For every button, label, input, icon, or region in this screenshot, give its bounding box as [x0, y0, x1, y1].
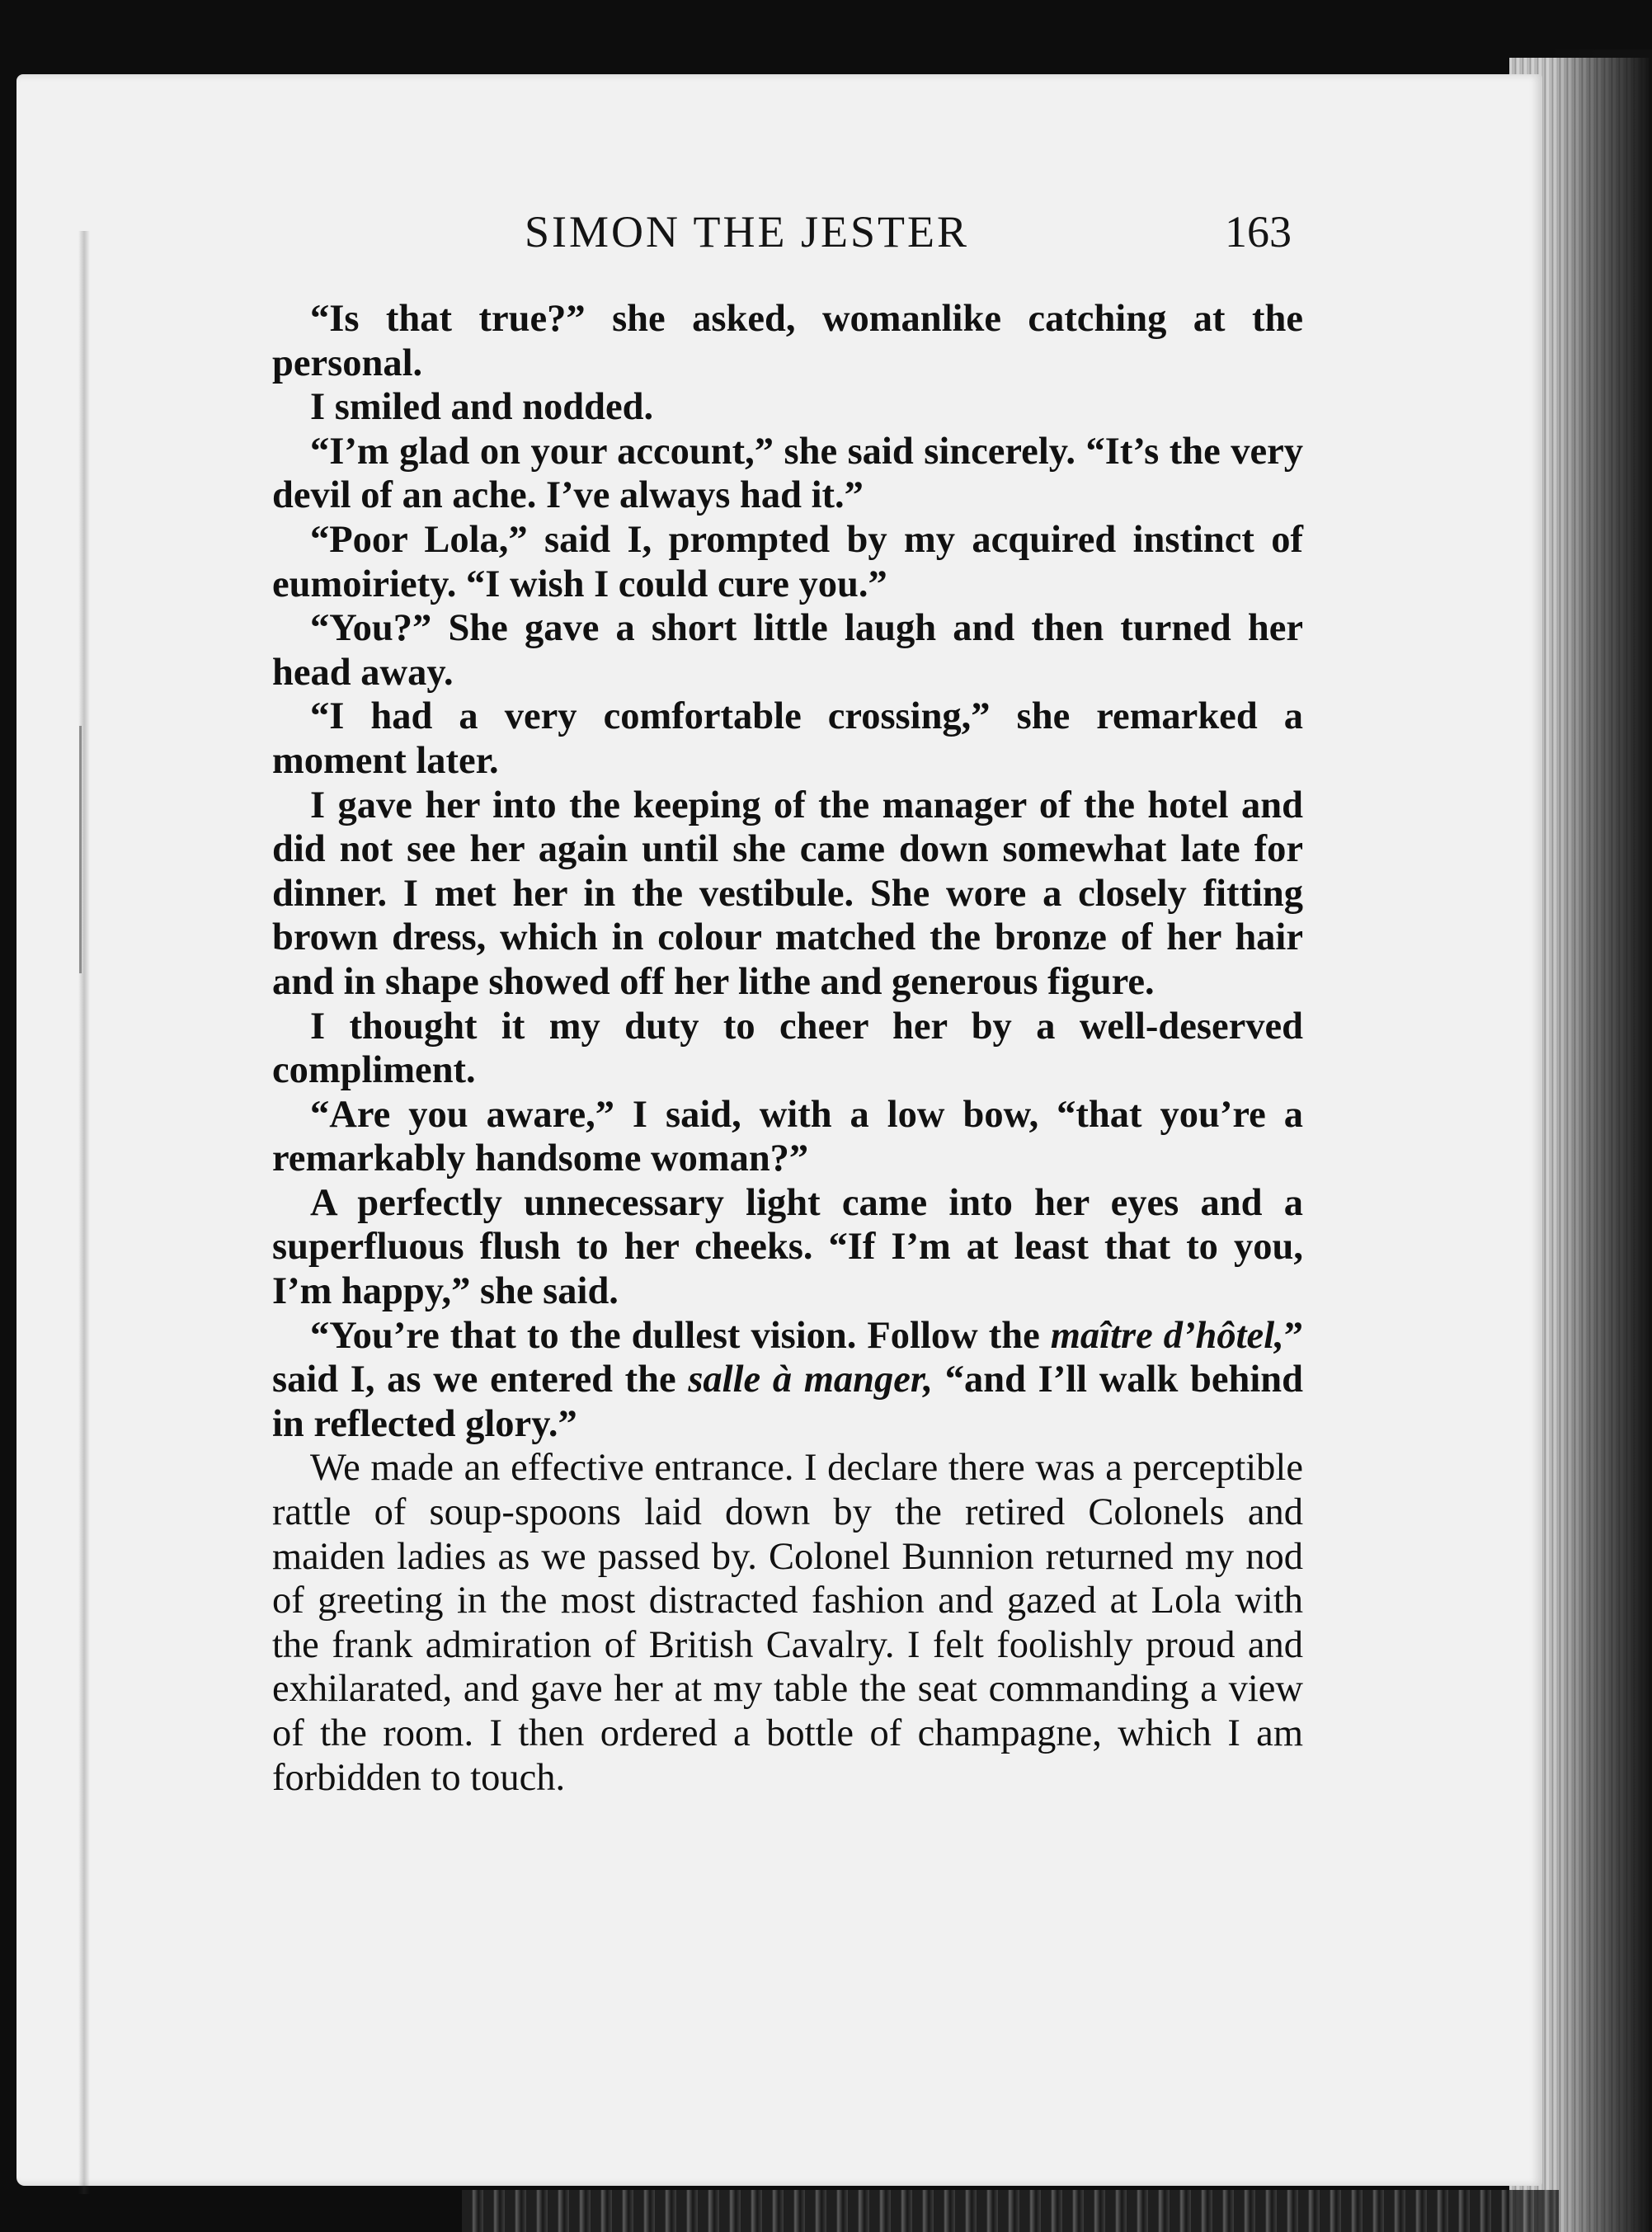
italic-phrase: salle à manger,	[688, 1359, 934, 1401]
paragraph: A perfectly unnecessary light came into her eyes and a superfluous flush to her cheeks. “If I’m at least that to you, I’m happy,” she said.	[272, 1181, 1303, 1313]
paragraph: “Is that true?” she asked, womanlike catching at the personal.	[272, 298, 1303, 384]
text-run: ” said I, as we entered the	[272, 1314, 1303, 1401]
binding-gutter	[78, 231, 90, 2194]
bottom-edge-noise	[462, 2190, 1559, 2232]
paragraph: “I had a very comfortable crossing,” she remarked a moment later.	[272, 695, 1303, 782]
paragraph: I gave her into the keeping of the manager of the hotel and did not see her again until she came down somewhat late for dinner. I met her in the vestibule. She wore a closely fitting brown dress, which in colour matched the bronze of her hair and in shape showed off her lithe and generous figure.	[272, 784, 1303, 1003]
paragraph: “You?” She gave a short little laugh and then turned her head away.	[272, 607, 1303, 694]
paragraph: We made an effective entrance. I declare there was a perceptible rattle of soup-spoons laid down by the retired Colonels and maiden ladies as we passed by. Colonel Bunnion returned my nod of greeting in the most distracted fashion and gazed at Lola with the frank admiration of British Cavalry. I felt foolishly proud and exhilarated, and gave her at my table the seat commanding a view of the room. I then ordered a bottle of champagne, which I am forbidden to touch.	[272, 1447, 1303, 1799]
gutter-mark	[79, 726, 82, 973]
paragraph: “Are you aware,” I said, with a low bow, “that you’re a remarkably handsome woman?”	[272, 1093, 1303, 1180]
running-head	[525, 206, 1292, 272]
text-run: “and I’ll walk behind in reflected glory.”	[272, 1359, 1303, 1445]
body-text	[272, 297, 1303, 1800]
paragraph: I thought it my duty to cheer her by a well-deserved compliment.	[272, 1005, 1303, 1092]
italic-phrase: maître d’hôtel,	[1050, 1314, 1284, 1357]
paragraph-with-italics	[272, 1314, 1303, 1447]
page-number: 163	[1225, 207, 1292, 257]
running-head-title: SIMON THE JESTER	[525, 207, 970, 257]
page-edge-shadow	[1551, 49, 1652, 2232]
paragraph: “I’m glad on your account,” she said sincerely. “It’s the very devil of an ache. I’ve always had it.”	[272, 430, 1303, 517]
text-run: “You’re that to the dullest vision. Follow the	[310, 1314, 1051, 1357]
paragraph: “Poor Lola,” said I, prompted by my acquired instinct of eumoiriety. “I wish I could cure you.”	[272, 518, 1303, 605]
paragraph: I smiled and nodded.	[310, 386, 654, 429]
